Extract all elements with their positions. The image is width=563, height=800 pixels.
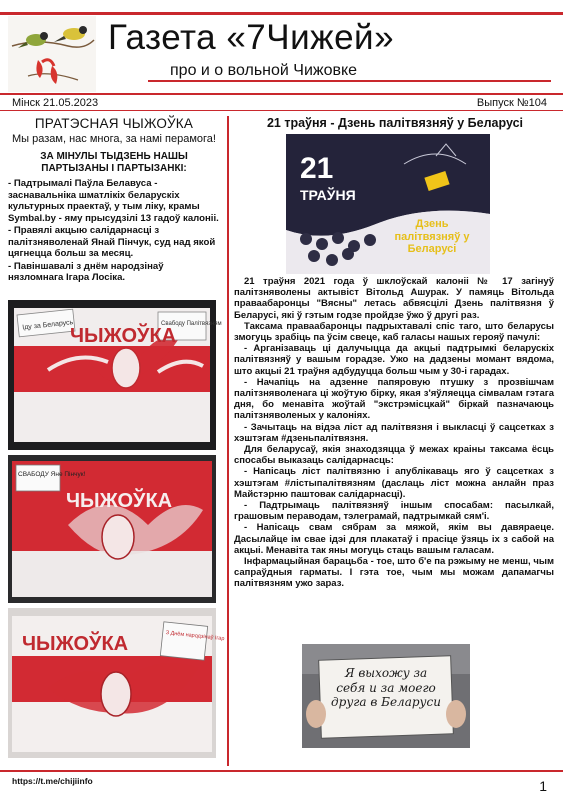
poster-day: 21: [300, 152, 334, 185]
article-paragraph: - Напісаць ліст палітвязню і апублікаваць яго ў сацсетках з хэштэгам #лістыпалітвязням (даслаць ліст можна анлайн праз Майстэрню паштовак салідарнасці).: [234, 466, 554, 500]
article-heading: 21 траўня - Дзень палітвязняў у Беларусі: [266, 116, 524, 130]
poster-month: ТРАЎНЯ: [300, 187, 356, 203]
protest-photo-2: [8, 455, 216, 603]
article-paragraph: - Начапіць на адзенне папяровую птушку з прозвішчам палітзняволенага ці жоўтую бірку, якая з'яўляецца сімвалам гэтага дня, бо менавіта жоўтай "экстрэмісцкай" біркай пазначаюць палітзняволеных у калоніях.: [234, 376, 554, 422]
newspaper-title: Газета «7Чижей»: [108, 18, 395, 57]
column-divider: [227, 116, 229, 766]
left-column: [8, 116, 220, 285]
article-paragraph: - Падтрымаць палітвязняў іншым спосабам: пасылкай, грашовым пераводам, тэлеграмай, падтрымкай сям'і.: [234, 500, 554, 523]
article-paragraph: Таксама праваабаронцы падрыхтавалі спіс таго, што беларусы змогуць зрабіць па ўсім свеце, каб галасы нашых герояў пачулі:: [234, 320, 554, 344]
sign-right: З Днём народзінаў Ігар: [165, 630, 225, 643]
subtitle-rule: [148, 80, 551, 82]
week-item: - Павіншавалі з днём народзінаў нязломнага Ігара Лосіка.: [8, 260, 164, 283]
flag-text: ЧЫЖОЎКА: [66, 490, 173, 512]
article-paragraph: 21 траўня 2021 года ў шклоўскай калоніі № 17 загінуў палітзняволены актывіст Вітольд Ашурак. У памяць Вітольда праваабаронцы "Вясны" летась абвясцілі Дзень палітвязня ў Беларусі, які ў гэтым годзе пройдзе ўжо ў другі раз.: [234, 276, 554, 321]
dateline-rule-bottom: [0, 110, 563, 111]
footer-rule: [0, 770, 563, 772]
article-paragraph: - Арганізаваць ці далучыцца да акцыі падтрымкі беларускіх палітвязняў у вашым горадзе. Ужо на дадзены момант вядома, што акцыі 21 траўня адбудуцца больш чым у 30-і гарадах.: [234, 343, 554, 377]
sign-right: Свабоду Палітвязням: [161, 321, 222, 327]
dateline-rule-top: [0, 93, 563, 95]
left-heading: ПРАТЭСНАЯ ЧЫЖОЎКА: [34, 116, 194, 131]
political-prisoners-day-poster: [286, 134, 490, 274]
article-paragraph: - Напісаць свам сябрам за мяжой, якім вы давяраеце. Дасылайце ім свае ідэі для плакатаў і прасіце ўзяць іх з сабой на акцыі. Менавіта так яны могуць стаць вашым галасам.: [234, 522, 554, 556]
motto: Мы разам, нас многа, за намі перамога!: [12, 133, 216, 145]
issue-date: Мінск 21.05.2023: [12, 97, 99, 109]
article-body: [234, 276, 554, 590]
article-paragraph: Для беларусаў, якія знаходзяцца ў межах краіны таксама ёсць спосабы выказаць салідарнасць:: [234, 444, 554, 467]
sign-left: СВАБОДУ Янe Пінчук!: [18, 471, 86, 478]
week-item: - Падтрымалі Паўла Белавуса - заснавальніка шматлікіх беларускіх культурных праектаў, у тым ліку, крамы Symbal.by - яму прысудзілі 13 гадоў калоніі.: [8, 178, 219, 224]
top-rule: [0, 12, 563, 15]
newspaper-subtitle: про и о вольной Чижовке: [170, 62, 358, 79]
masthead: [0, 0, 563, 109]
issue-number: Выпуск №104: [476, 97, 547, 109]
sign-left: Іду за Беларусь: [22, 319, 74, 332]
solidarity-sign-photo: [302, 644, 470, 748]
article-paragraph: - Зачытаць на відэа ліст ад палітвязня і выкласці ў сацсетках з хэштэгам #дзеньпалітвязня.: [234, 421, 554, 444]
week-heading: ЗА МІНУЛЫ ТЫДЗЕНЬ НАШЫ ПАРТЫЗАНЫ І ПАРТЫЗАНКІ:: [40, 151, 188, 174]
week-item: - Правялі акцыю салідарнасці з палітзняволенай Янай Пінчук, суд над якой цягнецца больш за месяц.: [8, 225, 216, 259]
flag-text: ЧЫЖОЎКА: [70, 325, 177, 347]
flag-text: ЧЫЖОЎКА: [22, 633, 129, 655]
article-paragraph: Інфармацыйная барацьба - тое, што б'е па рэжыму не менш, чым сапраўдныя гарматы. І гэта тое, чым мы можам дапамагчы палітвязням ужо зараз.: [234, 556, 554, 590]
telegram-link[interactable]: https://t.me/chijiinfo: [12, 776, 93, 786]
sign-text: Я выхожу за себя и за моего друга в Беларуси: [331, 666, 441, 709]
protest-photo-1: [8, 300, 222, 450]
birds-logo: [8, 16, 96, 92]
poster-caption: Дзень палітвязняў у Беларусі: [394, 218, 470, 255]
page-number: 1: [539, 778, 547, 794]
protest-photo-3: [8, 608, 225, 758]
right-column: [234, 116, 556, 255]
